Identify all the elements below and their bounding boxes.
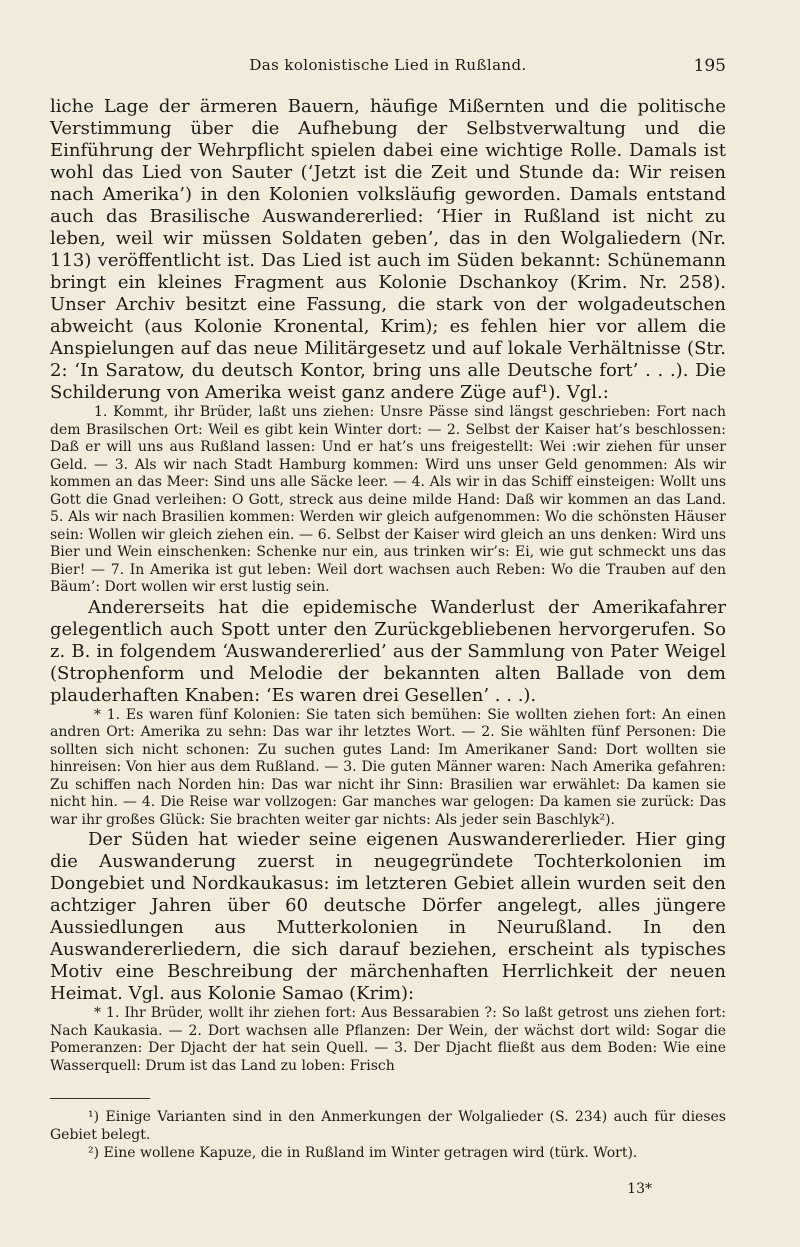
page-number: 195 xyxy=(693,56,726,76)
song-text-auswandererlied: * 1. Es waren fünf Kolonien: Sie taten sich bemühen: Sie wollten ziehen fort: An einen andren Ort: Amerika zu sehn: Das war ihr letztes Wort. — 2. Sie wählten fünf Personen: Die sollten sich nicht schonen: Zu suchen gutes Land: Im Amerikaner Sand: Dort wollten sie hinreisen: Von hier aus dem Rußland. — 3. Die guten Männer waren: Nach Amerika gefahren: Zu schiffen nach Norden hin: Das war nicht ihr Sinn: Brasilien war erwählet: Da kamen sie nicht hin. — 4. Die Reise war vollzogen: Gar manches war gelogen: Da kamen sie zurück: Das war ihr großes Glück: Sie brachten weiter gar nichts: Als jeder sein Baschlyk²). xyxy=(50,706,726,828)
paragraph-main: Andererseits hat die epidemische Wanderlust der Amerikafahrer gelegentlich auch Spott unter den Zurückgebliebenen hervorgerufen. So z. B. in folgendem ‘Auswandererlied’ aus der Sammlung von Pater Weigel (Strophenform und Melodie der bekannten alten Ballade von dem plauderhaften Knaben: ‘Es waren drei Gesellen’ . . .). xyxy=(50,596,726,706)
paragraph-main: liche Lage der ärmeren Bauern, häufige Mißernten und die politische Verstimmung über die Aufhebung der Selbstverwaltung und die Einführung der Wehrpflicht spielen dabei eine wichtige Rolle. Damals ist wohl das Lied von Sauter (‘Jetzt ist die Zeit und Stunde da: Wir reisen nach Amerika’) in den Kolonien volksläufig geworden. Damals entstand auch das Brasilische Auswandererlied: ‘Hier in Rußland ist nicht zu leben, weil wir müssen Soldaten geben’, das in den Wolgaliedern (Nr. 113) veröffentlicht ist. Das Lied ist auch im Süden bekannt: Schünemann bringt ein kleines Fragment aus Kolonie Dschankoy (Krim. Nr. 258). Unser Archiv besitzt eine Fassung, die stark von der wolgadeutschen abweicht (aus Kolonie Kronental, Krim); es fehlen hier vor allem die Anspielungen auf das neue Militärgesetz und auf lokale Verhältnisse (Str. 2: ‘In Saratow, du deutsch Kontor, bring uns alle Deutsche fort’ . . .). Die Schilderung von Amerika weist ganz andere Züge auf¹). Vgl.: xyxy=(50,96,726,403)
footnote-divider xyxy=(50,1098,150,1099)
footnote-2: ²) Eine wollene Kapuze, die in Rußland im Winter getragen wird (türk. Wort). xyxy=(88,1145,638,1161)
running-title: Das kolonistische Lied in Rußland. xyxy=(249,56,527,74)
paragraph-main: Der Süden hat wieder seine eigenen Auswandererlieder. Hier ging die Auswanderung zuerst in neugegründete Tochterkolonien im Dongebiet und Nordkaukasus: im letzteren Gebiet allein wurden seit den achtziger Jahren über 60 deutsche Dörfer angelegt, alles jüngere Aussiedlungen aus Mutterkolonien in Neurußland. In den Auswandererliedern, die sich darauf beziehen, erscheint als typisches Motiv eine Beschreibung der märchenhaften Herrlichkeit der neuen Heimat. Vgl. aus Kolonie Samao (Krim): xyxy=(50,829,726,1004)
running-head xyxy=(50,56,726,84)
signature-mark: 13* xyxy=(627,1181,652,1197)
song-text-brasilian: 1. Kommt, ihr Brüder, laßt uns ziehen: Unsre Pässe sind längst geschrieben: Fort nach dem Brasilschen Ort: Weil es gibt kein Winter dort: — 2. Selbst der Kaiser hat’s beschlossen: Daß er will uns aus Rußland lassen: Und er hat’s uns freigestellt: Wei :wir ziehen für unser Geld. — 3. Als wir nach Stadt Hamburg kommen: Wird uns unser Geld genommen: Als wir kommen an das Meer: Sind uns alle Säcke leer. — 4. Als wir in das Schiff einsteigen: Wollt uns Gott die Gnad verleihen: O Gott, streck aus deine milde Hand: Daß wir kommen an das Land. 5. Als wir nach Brasilien kommen: Werden wir gleich aufgenommen: Wo die schönsten Häuser sein: Wollen wir gleich ziehen ein. — 6. Selbst der Kaiser wird gleich an uns denken: Wird uns Bier und Wein einschenken: Schenke nur ein, aus trinken wir’s: Ei, wie gut schmeckt uns das Bier! — 7. In Amerika ist gut leben: Weil dort wachsen auch Reben: Wo die Trauben auf den Bäum’: Dort wollen wir erst lustig sein. xyxy=(50,404,726,595)
footnote-1: ¹) Einige Varianten sind in den Anmerkungen der Wolgalieder (S. 234) auch für dieses Gebiet belegt. xyxy=(50,1109,726,1143)
body-text xyxy=(50,96,726,1075)
footnotes xyxy=(50,1108,726,1162)
song-text-samao: * 1. Ihr Brüder, wollt ihr ziehen fort: Aus Bessarabien ?: So laßt getrost uns ziehen fort: Nach Kaukasia. — 2. Dort wachsen alle Pflanzen: Der Wein, der wächst dort wild: Sogar die Pomeranzen: Der Djacht der hat sein Quell. — 3. Der Djacht fließt aus dem Boden: Wie eine Wasserquell: Drum ist das Land zu loben: Frisch xyxy=(50,1005,726,1074)
